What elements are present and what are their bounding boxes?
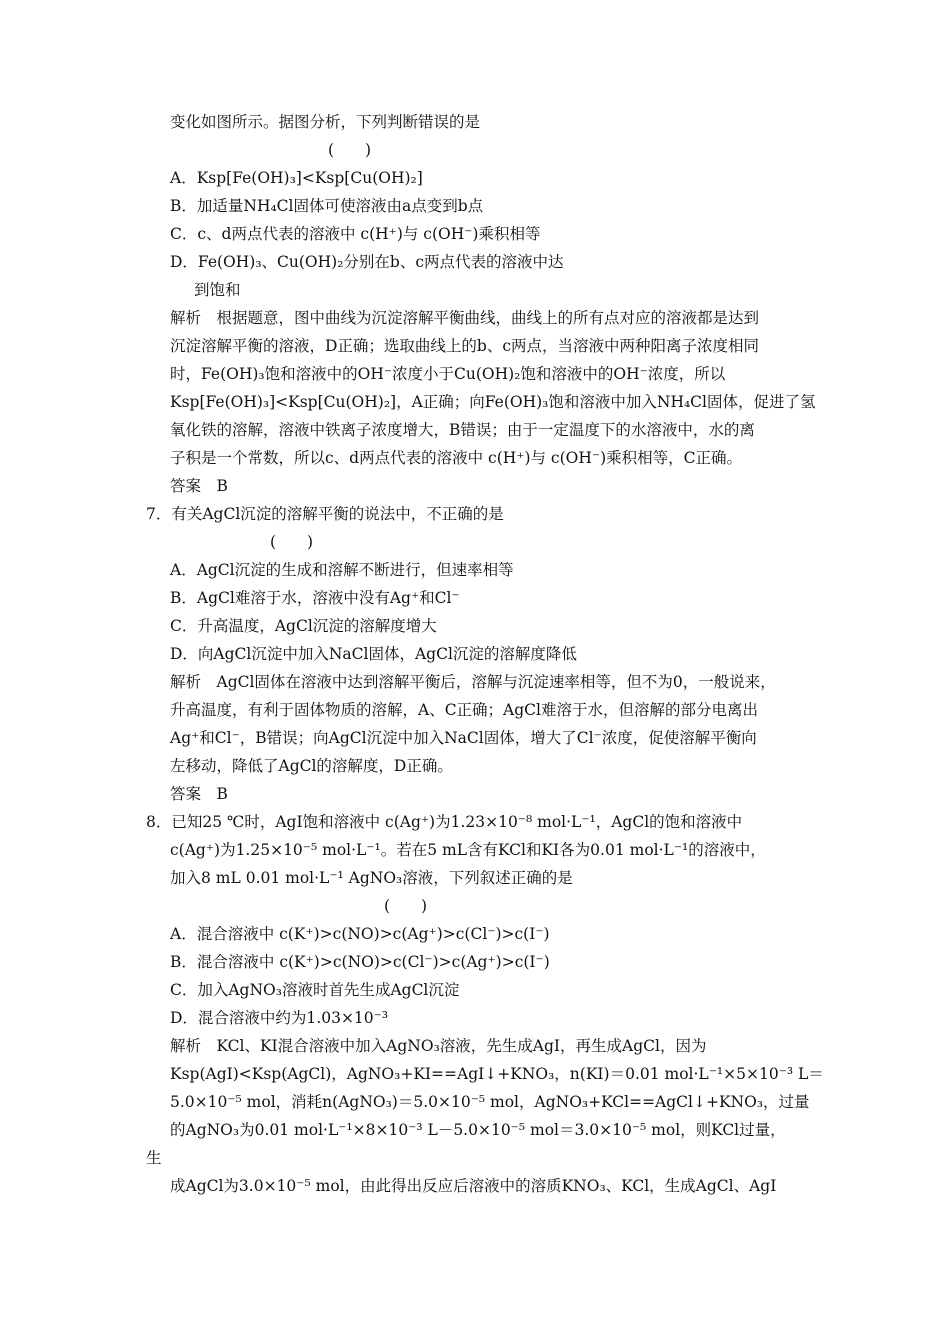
text-line: 沉淀溶解平衡的溶液，D正确；选取曲线上的b、c两点，当溶液中两种阳离子浓度相同 [170, 337, 760, 355]
text-line: 解析 KCl、KI混合溶液中加入AgNO₃溶液，先生成AgI，再生成AgCl，因为 [170, 1037, 707, 1055]
text-line: 生 [146, 1149, 162, 1167]
text-line: 5.0×10⁻⁵ mol，消耗n(AgNO₃)＝5.0×10⁻⁵ mol，AgNO₃+KCl==AgCl↓+KNO₃，过量 [170, 1093, 810, 1111]
text-line: C．加入AgNO₃溶液时首先生成AgCl沉淀 [170, 981, 460, 999]
text-line: 左移动，降低了AgCl的溶解度，D正确。 [170, 757, 453, 775]
text-line: Ksp[Fe(OH)₃]<Ksp[Cu(OH)₂]，A正确；向Fe(OH)₃饱和溶液中加入NH₄Cl固体，促进了氢 [170, 393, 816, 411]
text-line: Ag⁺和Cl⁻，B错误；向AgCl沉淀中加入NaCl固体，增大了Cl⁻浓度，促使溶解平衡向 [170, 729, 757, 747]
text-line: C．c、d两点代表的溶液中 c(H⁺)与 c(OH⁻)乘积相等 [170, 225, 541, 243]
text-line: 氧化铁的溶解，溶液中铁离子浓度增大，B错误；由于一定温度下的水溶液中，水的离 [170, 421, 755, 439]
text-line: A．Ksp[Fe(OH)₃]<Ksp[Cu(OH)₂] [170, 169, 423, 187]
text-line: B．AgCl难溶于水，溶液中没有Ag⁺和Cl⁻ [170, 589, 460, 607]
text-line: B．加适量NH₄Cl固体可使溶液由a点变到b点 [170, 197, 484, 215]
text-line: 解析 AgCl固体在溶液中达到溶解平衡后，溶解与沉淀速率相等，但不为0，一般说来， [170, 673, 776, 691]
text-line: Ksp(AgI)<Ksp(AgCl)，AgNO₃+KI==AgI↓+KNO₃，n(KI)＝0.01 mol·L⁻¹×5×10⁻³ L＝ [170, 1065, 824, 1083]
text-line: ( ) [270, 533, 314, 551]
text-line: 答案 B [170, 477, 228, 495]
text-line: 成AgCl为3.0×10⁻⁵ mol，由此得出反应后溶液中的溶质KNO₃、KCl，生成AgCl、AgI [170, 1177, 777, 1195]
text-line: ( ) [384, 897, 428, 915]
text-line: 解析 根据题意，图中曲线为沉淀溶解平衡曲线，曲线上的所有点对应的溶液都是达到 [170, 309, 760, 327]
text-line: 8．已知25 ℃时，AgI饱和溶液中 c(Ag⁺)为1.23×10⁻⁸ mol·L⁻¹，AgCl的饱和溶液中 [146, 813, 743, 831]
text-line: 时，Fe(OH)₃饱和溶液中的OH⁻浓度小于Cu(OH)₂饱和溶液中的OH⁻浓度，所以 [170, 365, 726, 383]
text-line: 的AgNO₃为0.01 mol·L⁻¹×8×10⁻³ L－5.0×10⁻⁵ mol＝3.0×10⁻⁵ mol，则KCl过量， [170, 1121, 786, 1139]
text-line: 到饱和 [194, 281, 241, 299]
text-line: ( ) [328, 141, 372, 159]
text-line: c(Ag⁺)为1.25×10⁻⁵ mol·L⁻¹。若在5 mL含有KCl和KI各为0.01 mol·L⁻¹的溶液中， [170, 841, 766, 859]
text-line: A．AgCl沉淀的生成和溶解不断进行，但速率相等 [170, 561, 514, 579]
text-line: B．混合溶液中 c(K⁺)>c(NO)>c(Cl⁻)>c(Ag⁺)>c(I⁻) [170, 953, 550, 971]
text-line: 答案 B [170, 785, 228, 803]
text-line: 子积是一个常数，所以c、d两点代表的溶液中 c(H⁺)与 c(OH⁻)乘积相等，C正确。 [170, 449, 742, 467]
text-line: D．Fe(OH)₃、Cu(OH)₂分别在b、c两点代表的溶液中达 [170, 253, 564, 271]
text-line: D．混合溶液中约为1.03×10⁻³ [170, 1009, 389, 1027]
text-line: 升高温度，有利于固体物质的溶解，A、C正确；AgCl难溶于水，但溶解的部分电离出 [170, 701, 758, 719]
text-line: A．混合溶液中 c(K⁺)>c(NO)>c(Ag⁺)>c(Cl⁻)>c(I⁻) [170, 925, 550, 943]
text-line: 加入8 mL 0.01 mol·L⁻¹ AgNO₃溶液，下列叙述正确的是 [170, 869, 573, 887]
text-line: 7．有关AgCl沉淀的溶解平衡的说法中，不正确的是 [146, 505, 504, 523]
text-line: D．向AgCl沉淀中加入NaCl固体，AgCl沉淀的溶解度降低 [170, 645, 577, 663]
text-line: 变化如图所示。据图分析，下列判断错误的是 [170, 113, 481, 131]
text-line: C．升高温度，AgCl沉淀的溶解度增大 [170, 617, 437, 635]
